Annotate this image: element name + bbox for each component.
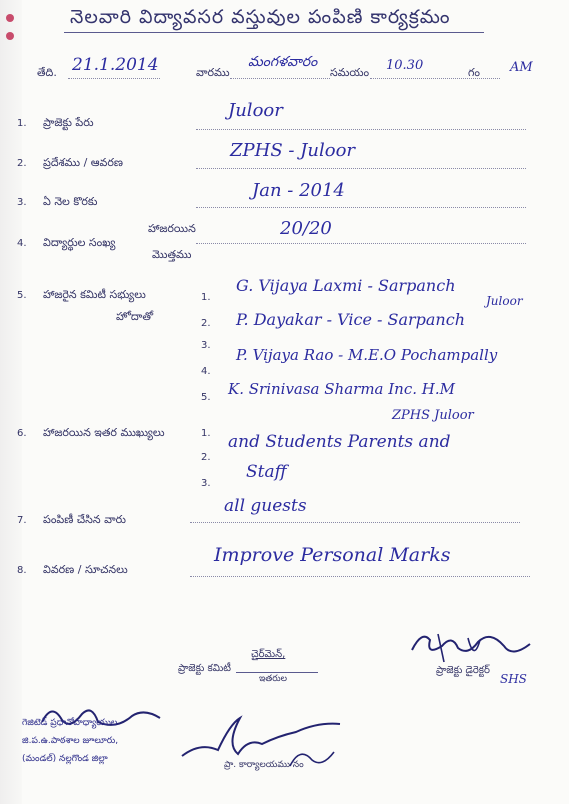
field-dots [196,243,526,244]
field-value-students: 20/20 [280,218,332,239]
time-unit: గం [468,66,480,79]
field-number: 6. [17,428,27,439]
title-underline [64,32,484,33]
day-label: వారము [196,66,230,79]
field-value-project: Juloor [228,100,283,121]
field-label-location: ప్రదేశము / ఆవరణ [43,156,123,169]
stamp-line: (మండల్) నల్లగొండ జిల్లా [22,754,108,764]
day-value: మంగళవారం [248,54,318,70]
field-number: 7. [17,515,27,526]
field-label-students: విద్యార్థుల సంఖ్య [43,236,116,249]
punch-hole [6,14,14,22]
field-dots [196,129,526,130]
others-index: 3. [201,478,211,489]
field-value-month: Jan - 2014 [252,180,345,201]
date-value: 21.1.2014 [72,55,159,75]
field-number: 5. [17,290,27,301]
date-label: తేది. [37,66,57,79]
field-dots [190,576,530,577]
committee-member: P. Dayakar - Vice - Sarpanch [236,310,465,329]
day-dots [230,78,330,79]
committee-member-extra: ZPHS Juloor [392,408,474,423]
field-number: 3. [17,197,27,208]
field-number: 4. [17,238,27,249]
time-value: 10.30 [386,58,424,73]
field-dots [196,207,526,208]
remarks-label: వివరణ / సూచనలు [43,563,128,576]
others-index: 1. [201,428,211,439]
field-dots [190,522,520,523]
committee-index: 1. [201,292,211,303]
committee-index: 2. [201,318,211,329]
field-number: 1. [17,118,27,129]
time-suffix: AM [510,60,533,75]
chairman-role: చైర్‌మెన్, [251,649,286,660]
others-index: 2. [201,452,211,463]
stamp-line: జి.ప.ఉ.పాఠశాల జూలూరు, [22,736,119,746]
distributed-by-value: all guests [224,496,307,516]
field-number: 8. [17,565,27,576]
field-label-project: ప్రాజెక్టు పేరు [43,116,94,129]
time-label: సమయం [330,66,370,79]
stamp-line: గెజిటెడ్ ప్రధానోపాధ్యాయుల [22,718,118,728]
field-label-month: ఏ నెల కొరకు [43,195,98,208]
time-dots [370,78,500,79]
punch-hole [6,32,14,40]
others-entry: and Students Parents and [228,432,451,452]
field-label-present: హాజరయిన [148,222,196,235]
school-stamp [22,718,152,766]
committee-index: 3. [201,340,211,351]
field-number: 2. [17,158,27,169]
field-label-total: మొత్తము [152,248,192,261]
others-entry: Staff [246,462,287,482]
project-committee-label: ప్రాజెక్టు కమిటీ [178,663,231,674]
field-value-location: ZPHS - Juloor [230,140,356,161]
remarks-value: Improve Personal Marks [214,544,451,566]
others-label: హాజరయిన ఇతర ముఖ్యులు [43,426,165,439]
field-dots [196,168,526,169]
committee-member: G. Vijaya Laxmi - Sarpanch [236,276,456,295]
committee-index: 4. [201,366,211,377]
committee-member: K. Srinivasa Sharma Inc. H.M [228,380,455,398]
chairman-signature-line [236,672,318,673]
committee-member: P. Vijaya Rao - M.E.O Pochampally [236,346,498,364]
committee-label: హాజరైన కమిటీ సభ్యులు [43,288,146,301]
chairman-sub: ఇతరుల [259,674,288,684]
bottom-center-label: ప్రా. కార్యాలయము నం [224,760,304,770]
committee-member-extra: Juloor [486,294,523,308]
director-value: SHS [500,672,527,686]
committee-sublabel: హోదాతో [116,310,154,323]
director-label: ప్రాజెక్టు డైరెక్టర్ [436,665,490,676]
page-title: నెలవారి విద్యావసర వస్తువుల పంపిణి కార్యక్రమం [70,6,451,28]
date-dots [68,78,160,79]
committee-index: 5. [201,392,211,403]
distributed-by-label: పంపిణీ చేసిన వారు [43,513,126,526]
